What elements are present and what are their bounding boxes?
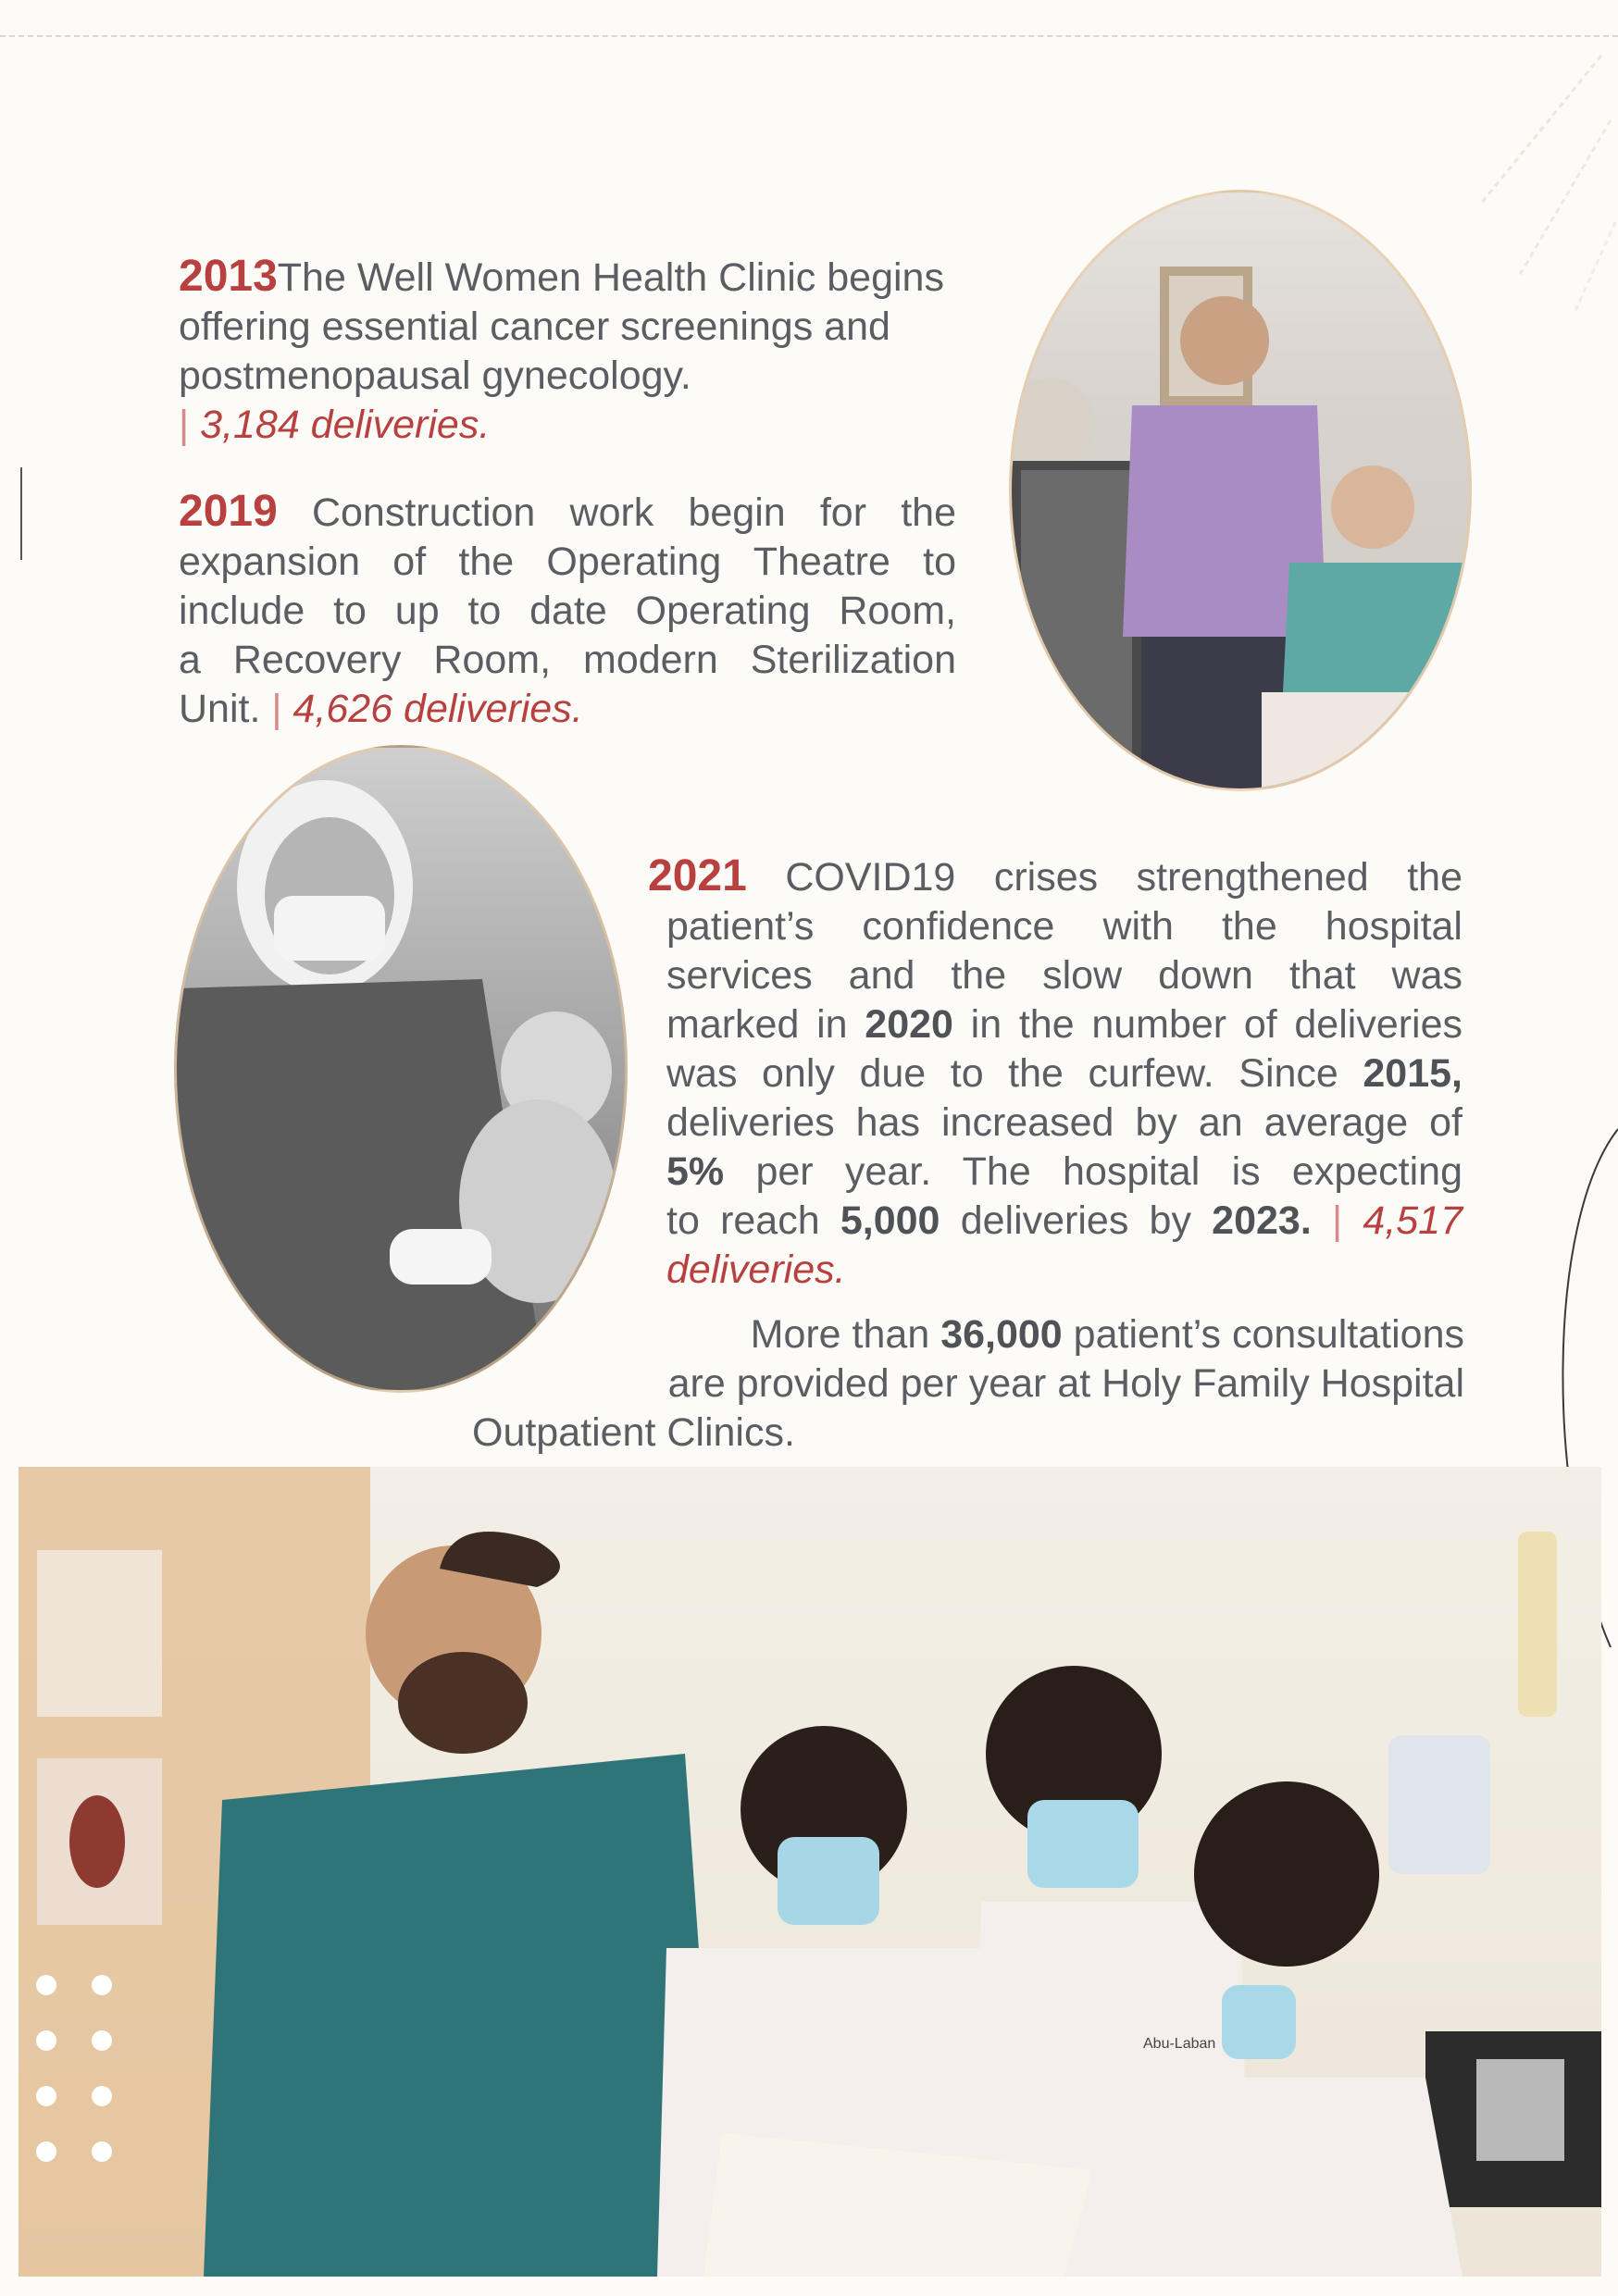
entry-2021-line8a: to reach [666,1198,820,1243]
entry-2021-line8b: deliveries by [960,1198,1191,1243]
year-2021: 2021 [648,851,747,900]
consult-line1b: patient’s consultations [1073,1312,1464,1357]
photo-clinic-nurses [1009,190,1472,791]
entry-2021-line5a: was only due to the curfew. Since [666,1051,1338,1096]
year-2020: 2020 [865,1002,953,1047]
entry-2021-line4b: in the number of deliveries [970,1002,1463,1047]
entry-2019-line3: include to up to date Operating Room, [179,589,956,633]
deliveries-2021-label: deliveries. [666,1247,846,1292]
deliveries-2013: 3,184 deliveries. [200,403,491,447]
entry-2013-line2: offering essential cancer screenings and [179,304,890,349]
name-badge: Abu-Laban [1143,2036,1216,2052]
entry-2021-line6: deliveries has increased by an average of [666,1100,1462,1145]
growth-rate: 5% [666,1149,725,1194]
consultations-text [463,1310,1464,1409]
entry-2019-line5: Unit. [179,687,261,731]
entry-2019-line2: expansion of the Operating Theatre to [179,540,956,584]
top-divider [0,35,1618,37]
year-2023: 2023. [1212,1198,1312,1243]
separator-bar: | [1332,1198,1343,1243]
year-2013: 2013 [179,252,278,301]
entry-2013-line1: The Well Women Health Clinic begins [277,255,944,300]
separator-bar: | [271,687,282,731]
separator-bar: | [179,403,190,447]
consultations-count: 36,000 [940,1312,1063,1357]
consult-line2: are provided per year at Holy Family Hospital [667,1361,1464,1406]
target-deliveries: 5,000 [840,1198,940,1243]
entry-2019 [179,487,956,734]
decorative-strokes [1462,37,1618,342]
entry-2021-line1: COVID19 crises strengthened the [785,855,1462,900]
entry-2021-line7: per year. The hospital is expecting [755,1149,1463,1194]
photo-nurse-newborn [174,745,628,1393]
side-mark [20,467,22,560]
newborn-illustration [177,748,628,1393]
entry-2021-line2: patient’s confidence with the hospital [666,904,1462,949]
consult-line3: Outpatient Clinics. [472,1410,795,1455]
entry-2021 [648,851,1462,1295]
entry-2019-line4: a Recovery Room, modern Sterilization [179,638,956,682]
year-2019: 2019 [179,487,278,536]
deliveries-2019: 4,626 deliveries. [292,687,583,731]
team-illustration [19,1467,1601,2277]
entry-2013-line3: postmenopausal gynecology. [179,354,691,398]
clinic-illustration [1012,192,1472,791]
entry-2019-line1: Construction work begin for the [311,490,956,535]
entry-2021-line3: services and the slow down that was [666,953,1462,998]
entry-2021-line4a: marked in [666,1002,848,1047]
year-2015: 2015, [1363,1051,1462,1096]
entry-2013 [179,252,975,450]
consult-line1a: More than [750,1312,930,1357]
deliveries-2021-count: 4,517 [1363,1198,1462,1243]
photo-clinic-team [19,1467,1601,2277]
